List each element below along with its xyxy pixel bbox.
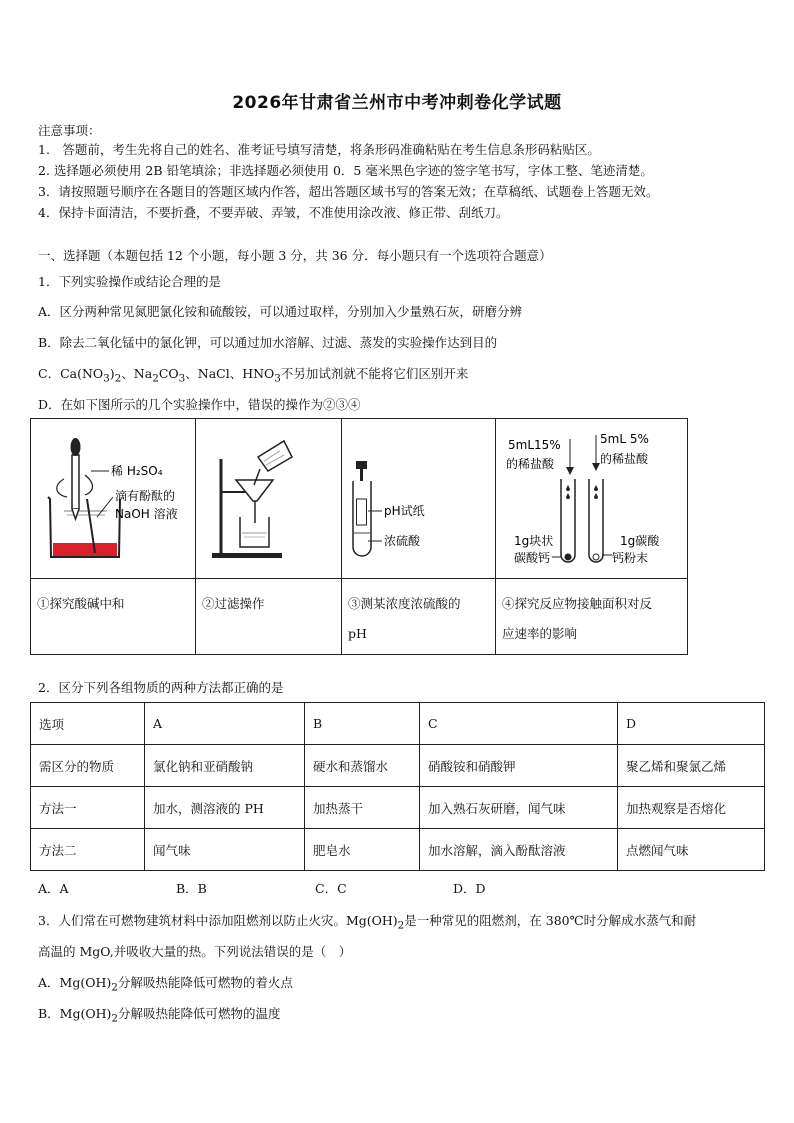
svg-text:NaOH 溶液: NaOH 溶液 bbox=[115, 507, 178, 521]
test-tube-right-icon bbox=[589, 479, 603, 562]
acid-base-neutralization-diagram bbox=[31, 419, 196, 575]
figure-filtration bbox=[196, 419, 342, 579]
svg-text:滴有酚酞的: 滴有酚酞的 bbox=[115, 489, 176, 503]
svg-text:浓硫酸: 浓硫酸 bbox=[384, 534, 421, 548]
q3-stem-line-2: 高温的 MgO,并吸收大量的热。下列说法错误的是（ ） bbox=[38, 944, 352, 959]
caption-filtration: ②过滤操作 bbox=[196, 579, 342, 655]
dropper-icon bbox=[72, 455, 79, 509]
svg-text:的稀盐酸: 的稀盐酸 bbox=[600, 452, 649, 466]
q1-option-c: C．$Ca(NO_3)_2$、$Na_2CO_3$、NaCl、$HNO_3$不另加试剂就不能将它们区别开来 bbox=[38, 366, 469, 385]
page-title: 2026年甘肃省兰州市中考冲刺卷化学试题 bbox=[232, 93, 562, 113]
q2-option-d: D．D bbox=[453, 881, 486, 896]
reaction-rate-diagram bbox=[496, 419, 688, 575]
notice-item-1: 1. 答题前，考生先将自己的姓名、准考证号填写清楚，将条形码准确粘贴在考生信息条形码粘贴区。 bbox=[38, 142, 600, 157]
q2-table bbox=[30, 702, 765, 871]
svg-text:1g块状: 1g块状 bbox=[514, 534, 554, 548]
pink-solution-icon bbox=[53, 543, 117, 557]
figure-reaction-rate bbox=[496, 419, 688, 579]
test-tube-left-icon bbox=[561, 479, 575, 562]
ph-paper-icon bbox=[357, 499, 367, 525]
notice-item-2: 2. 选择题必须使用 2B 铅笔填涂；非选择题必须使用 0．5 毫米黑色字迹的签字笔书写，字体工整、笔迹清楚。 bbox=[38, 163, 653, 178]
notice-item-3: 3．请按照题号顺序在各题目的答题区域内作答，超出答题区域书写的答案无效；在草稿纸、试题卷上答题无效。 bbox=[38, 184, 659, 199]
svg-text:5mL15%: 5mL15% bbox=[508, 438, 561, 452]
svg-text:的稀盐酸: 的稀盐酸 bbox=[506, 457, 555, 471]
svg-text:1g碳酸: 1g碳酸 bbox=[620, 534, 660, 548]
svg-text:5mL 5%: 5mL 5% bbox=[600, 432, 649, 446]
q1-stem: 1．下列实验操作或结论合理的是 bbox=[38, 274, 221, 289]
q3-stem-line-1: 3．人们常在可燃物建筑材料中添加阻燃剂以防止火灾。$Mg(OH)_2$是一种常见的阻燃剂，在 380℃时分解成水蒸气和耐 bbox=[38, 913, 697, 932]
table-row: 需区分的物质 氯化钠和亚硝酸钠 硬水和蒸馏水 硝酸铵和硝酸钾 聚乙烯和聚氯乙烯 bbox=[31, 745, 765, 787]
table-row: 方法一 加水，测溶液的 PH 加热蒸干 加入熟石灰研磨，闻气味 加热观察是否熔化 bbox=[31, 787, 765, 829]
svg-text:碳酸钙: 碳酸钙 bbox=[514, 551, 551, 565]
pouring-beaker-icon bbox=[258, 441, 292, 471]
q3-option-b: B．$Mg(OH)_2$分解吸热能降低可燃物的温度 bbox=[38, 1006, 281, 1025]
caption-ph-test: ③测某浓度浓硫酸的 pH bbox=[342, 579, 496, 655]
figure-acid-base bbox=[31, 419, 196, 579]
filtration-diagram bbox=[196, 419, 342, 575]
svg-text:钙粉末: 钙粉末 bbox=[612, 551, 649, 565]
q2-option-a: A．A bbox=[38, 881, 69, 896]
notice-heading: 注意事项： bbox=[38, 123, 101, 138]
experiment-figure-table bbox=[30, 418, 688, 655]
ph-test-diagram bbox=[342, 419, 496, 575]
q2-option-b: B．B bbox=[176, 881, 207, 896]
svg-text:稀 H₂SO₄: 稀 H₂SO₄ bbox=[111, 464, 163, 478]
q1-option-a: A．区分两种常见氮肥氯化铵和硫酸铵，可以通过取样，分别加入少量熟石灰，研磨分辨 bbox=[38, 304, 523, 319]
svg-text:pH试纸: pH试纸 bbox=[384, 504, 425, 518]
table-row: 方法二 闻气味 肥皂水 加水溶解，滴入酚酞溶液 点燃闻气味 bbox=[31, 829, 765, 871]
q2-option-c: C．C bbox=[315, 881, 347, 896]
caption-acid-base: ①探究酸碱中和 bbox=[31, 579, 196, 655]
caption-reaction-rate: ④探究反应物接触面积对反 应速率的影响 bbox=[496, 579, 688, 655]
q1-option-b: B．除去二氧化锰中的氯化钾，可以通过加水溶解、过滤、蒸发的实验操作达到目的 bbox=[38, 335, 498, 350]
q3-option-a: A．$Mg(OH)_2$分解吸热能降低可燃物的着火点 bbox=[38, 975, 293, 994]
q1-option-d: D．在如下图所示的几个实验操作中，错误的操作为②③④ bbox=[38, 397, 361, 412]
table-row: 选项 A B C D bbox=[31, 703, 765, 745]
section-heading: 一、选择题（本题包括 12 个小题，每小题 3 分，共 36 分．每小题只有一个选项符合题意） bbox=[38, 248, 552, 263]
figure-ph-test bbox=[342, 419, 496, 579]
notice-item-4: 4．保持卡面清洁，不要折叠，不要弄破、弄皱，不准使用涂改液、修正带、刮纸刀。 bbox=[38, 205, 509, 220]
q2-stem: 2．区分下列各组物质的两种方法都正确的是 bbox=[38, 680, 284, 695]
